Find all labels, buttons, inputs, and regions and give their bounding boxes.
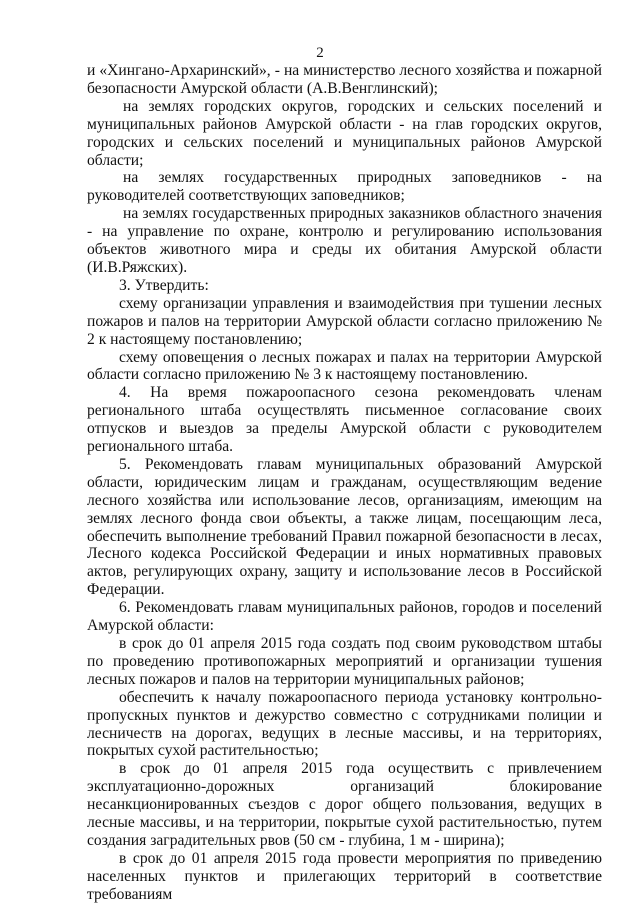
- paragraph: в срок до 01 апреля 2015 года осуществить с привлечением эксплуатационно-дорожных организаций блокирование несанкционированных съездов с дорог общего пользования, ведущих в лесные массивы, и на территории, покрытые сухой растительностью, путем создания заградительных рвов (50 см - глубина, 1 м - ширина);: [87, 760, 602, 849]
- document-body: [87, 62, 602, 904]
- page-number: 2: [316, 45, 324, 61]
- paragraph: 5. Рекомендовать главам муниципальных образований Амурской области, юридическим лицам и гражданам, осуществляющим ведение лесного хозяйства или использование лесов, организациям, имеющим на землях лесного фонда свои объекты, а также лицам, посещающим леса, обеспечить выполнение требований Правил пожарной безопасности в лесах, Лесного кодекса Российской Федерации и иных нормативных правовых актов, регулирующих охрану, защиту и использование лесов в Российской Федерации.: [87, 455, 602, 599]
- paragraph: и «Хингано-Архаринский», - на министерство лесного хозяйства и пожарной безопасности Амурской области (А.В.Венглинский);: [87, 62, 602, 97]
- paragraph: схему оповещения о лесных пожарах и палах на территории Амурской области согласно приложению № 3 к настоящему постановлению.: [87, 348, 602, 384]
- paragraph: схему организации управления и взаимодействия при тушении лесных пожаров и палов на территории Амурской области согласно приложению № 2 к настоящему постановлению;: [87, 294, 602, 348]
- paragraph: на землях государственных природных заповедников - на руководителей соответствующих заповедников;: [87, 169, 602, 205]
- paragraph: 6. Рекомендовать главам муниципальных районов, городов и поселений Амурской области:: [87, 599, 602, 635]
- paragraph: 4. На время пожароопасного сезона рекомендовать членам регионального штаба осуществлять письменное согласование своих отпусков и выездов за пределы Амурской области с руководителем регионального штаба.: [87, 384, 602, 456]
- paragraph: 3. Утвердить:: [119, 276, 209, 294]
- paragraph: в срок до 01 апреля 2015 года провести мероприятия по приведению населенных пунктов и прилегающих территорий в соответствие требованиям: [87, 849, 602, 903]
- paragraph: в срок до 01 апреля 2015 года создать под своим руководством штабы по проведению противопожарных мероприятий и организации тушения лесных пожаров и палов на территории муниципальных районов;: [87, 635, 602, 688]
- paragraph: на землях городских округов, городских и сельских поселений и муниципальных районов Амурской области - на глав городских округов, городских и сельских поселений и муниципальных районов Амурской области;: [87, 97, 602, 169]
- paragraph: обеспечить к началу пожароопасного периода установку контрольно-пропускных пунктов и дежурство совместно с сотрудниками полиции и лесничеств на дорогах, ведущих в лесные массивы, и на территориях, покрытых сухой растительностью;: [87, 688, 602, 760]
- paragraph: на землях государственных природных заказников областного значения - на управление по охране, контролю и регулированию использования объектов животного мира и среды их обитания Амурской области (И.В.Ряжских).: [87, 205, 602, 276]
